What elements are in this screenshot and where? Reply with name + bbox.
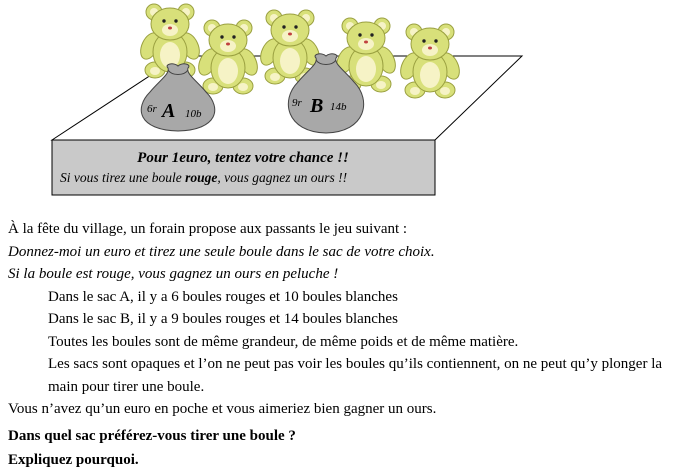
euro-line: Vous n’avez qu’un euro en poche et vous aimeriez bien gagner un ours.	[8, 401, 437, 417]
teddy-bear-icon	[195, 20, 261, 94]
bag-b-red-label: 9r	[292, 97, 302, 109]
teddy-bear-icon	[397, 24, 463, 98]
explain-line: Expliquez pourquoi.	[8, 452, 139, 468]
bag-a-white-label: 10b	[185, 108, 202, 120]
rule-line-1: Donnez-moi un euro et tirez une seule boule dans le sac de votre choix.	[8, 243, 435, 260]
sign-subtitle-bold: rouge	[185, 170, 218, 185]
bag-b-white-label: 14b	[330, 101, 347, 113]
balls-description: Toutes les boules sont de même grandeur, de même poids et de même matière.	[48, 333, 519, 350]
bag-a-red-label: 6r	[147, 103, 157, 115]
problem-text	[8, 218, 684, 472]
bag-a-letter: A	[162, 100, 176, 122]
sign-subtitle-after: , vous gagnez un ours !!	[217, 170, 348, 185]
sign-subtitle	[60, 170, 347, 185]
intro-line: À la fête du village, un forain propose aux passants le jeu suivant :	[8, 221, 408, 237]
sign-title: Pour 1euro, tentez votre chance !!	[137, 150, 349, 166]
bag-b-description: Dans le sac B, il y a 9 boules rouges et 14 boules blanches	[48, 311, 398, 327]
stand-sign	[52, 140, 435, 195]
bag-a-description: Dans le sac A, il y a 6 boules rouges et 10 boules blanches	[48, 288, 398, 305]
bag-b-letter: B	[310, 95, 324, 117]
question-line: Dans quel sac préférez-vous tirer une boule ?	[8, 427, 296, 444]
sign-subtitle-before: Si vous tirez une boule	[60, 170, 186, 185]
fair-stand-illustration	[0, 0, 690, 200]
opaque-description: Les sacs sont opaques et l’on ne peut pas voir les boules qu’ils contiennent, on ne peut qu’y plonger la main pour tirer une boule.	[48, 356, 663, 395]
rule-line-2: Si la boule est rouge, vous gagnez un ours en peluche !	[8, 266, 339, 282]
